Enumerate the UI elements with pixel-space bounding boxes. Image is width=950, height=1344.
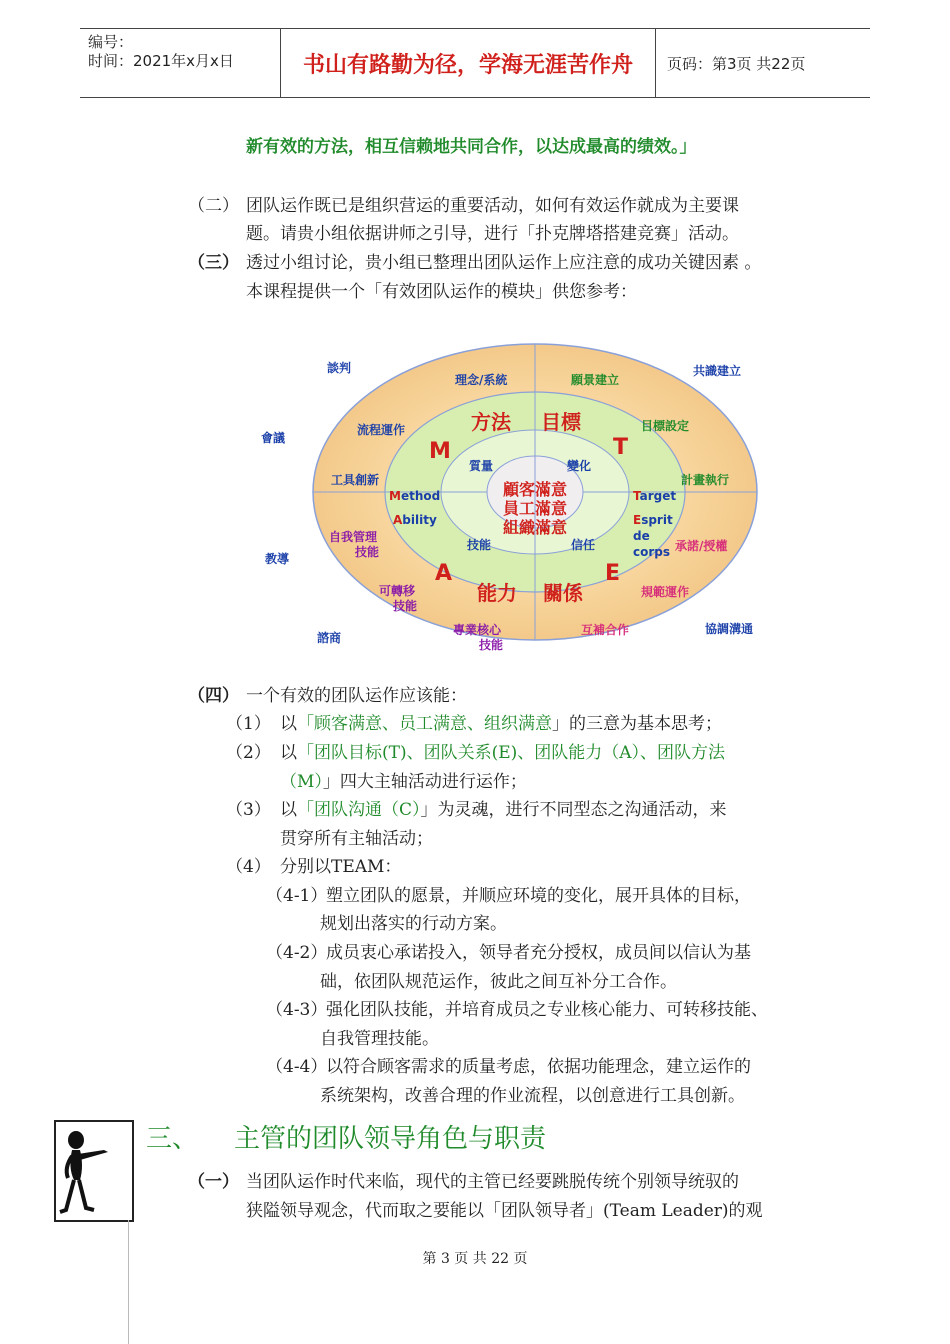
inner-quality: 質量 — [469, 459, 494, 473]
ring-label-plan: 計畫執行 — [681, 473, 730, 487]
ring-label-norms: 規範運作 — [641, 585, 690, 599]
page-footer: 第 3 页 共 22 页 — [422, 1251, 528, 1267]
ring-label-self-mgmt-skill: 技能 — [355, 545, 380, 559]
letter-e: E — [605, 561, 621, 586]
outer-label-coaching: 教導 — [265, 552, 290, 566]
ring-label-self-mgmt: 自我管理 — [329, 530, 378, 544]
sub-3-number: （3） — [226, 800, 271, 820]
ring-label-transferable: 可轉移 — [379, 584, 416, 598]
outer-label-meeting: 會議 — [261, 431, 286, 445]
point-4-4-line-2: 系统架构，改善合理的作业流程，以创意进行工具创新。 — [320, 1086, 745, 1106]
header-meta — [80, 29, 280, 97]
item-3-number: （三） — [188, 253, 239, 273]
outer-label-negotiate: 談判 — [327, 361, 352, 375]
doc-number-label: 编号： — [88, 33, 134, 51]
ring-label-goal-set: 目標設定 — [641, 419, 690, 433]
ring-label-transferable-skill: 技能 — [393, 599, 418, 613]
ring-label-process: 流程運作 — [357, 423, 406, 437]
ring-label-complement: 互補合作 — [581, 623, 630, 637]
letter-a: A — [435, 561, 453, 586]
section-3-heading: 三、 主管的团队领导角色与职责 — [146, 1124, 547, 1154]
ring-label-core: 專業核心 — [453, 623, 502, 637]
ring-label-core-skill: 技能 — [479, 638, 504, 652]
center-organization: 組織滿意 — [502, 518, 568, 537]
ring-label-tools: 工具創新 — [331, 473, 380, 487]
sub-3-line-2: 贯穿所有主轴活动； — [280, 829, 433, 849]
ring-label-commit: 承諾/授權 — [675, 539, 728, 553]
outer-label-coordinate: 協調溝通 — [705, 622, 754, 636]
sub-2-line-2: （M）」四大主轴活动进行运作； — [280, 772, 527, 792]
sec-3-item-1-line-1: 当团队运作时代来临，现代的主管已经要跳脱传统个别领导统驭的 — [246, 1172, 739, 1192]
esprit-corps: corps — [633, 545, 671, 559]
inner-trust: 信任 — [571, 538, 596, 552]
ability-en: Ability — [393, 513, 437, 527]
item-4-title: 一个有效的团队运作应该能： — [246, 686, 467, 706]
letter-m: M — [429, 439, 451, 464]
esprit-en: Esprit — [633, 513, 673, 527]
team-model-diagram — [255, 340, 785, 660]
point-4-4-number: （4-4） — [266, 1057, 328, 1077]
point-4-1-line-1: 塑立团队的愿景，并顺应环境的变化，展开具体的目标， — [326, 886, 751, 906]
mid-label-method: 方法 — [471, 410, 511, 434]
header-page-info: 页码：第3页 共22页 — [667, 54, 806, 73]
point-4-2-number: （4-2） — [266, 943, 328, 963]
sub-4-text: 分别以TEAM： — [280, 857, 402, 877]
mid-label-ability: 能力 — [477, 581, 517, 605]
point-4-1-line-2: 规划出落实的行动方案。 — [320, 914, 507, 934]
point-4-2-line-2: 础，依团队规范运作，彼此之间互补分工合作。 — [320, 972, 677, 992]
sec-3-item-1-number: （一） — [188, 1172, 239, 1192]
method-en: Method — [389, 489, 441, 503]
continued-line: 新有效的方法，相互信赖地共同合作，以达成最高的绩效。」 — [246, 137, 697, 157]
ring-label-concept: 理念/系統 — [455, 373, 508, 387]
point-4-3-line-2: 自我管理技能。 — [320, 1029, 439, 1049]
mid-label-target: 目標 — [541, 410, 581, 434]
item-2-line-1: 团队运作既已是组织营运的重要活动，如何有效运作就成为主要课 — [246, 196, 739, 216]
doc-time-label: 时间：2021年x月x日 — [88, 52, 234, 70]
header-motto: 书山有路勤为径，学海无涯苦作舟 — [280, 29, 656, 97]
sub-1-number: （1） — [226, 714, 271, 734]
outer-label-counsel: 諮商 — [317, 631, 342, 645]
point-4-3-number: （4-3） — [266, 1000, 328, 1020]
item-3-line-1: 透过小组讨论，贵小组已整理出团队运作上应注意的成功关键因素 。 — [246, 253, 762, 273]
center-customer: 顧客滿意 — [502, 480, 568, 499]
esprit-de: de — [633, 529, 650, 543]
target-en: Target — [633, 489, 677, 503]
point-4-3-line-1: 强化团队技能，并培育成员之专业核心能力、可转移技能、 — [326, 1000, 768, 1020]
page-header — [80, 28, 870, 98]
sub-2-number: （2） — [226, 743, 271, 763]
mid-label-relation: 關係 — [543, 581, 583, 605]
sub-3-line-1: 以「团队沟通（C）」为灵魂，进行不同型态之沟通活动，来 — [280, 800, 727, 820]
inner-skill: 技能 — [467, 538, 492, 552]
item-2-number: （二） — [188, 196, 239, 216]
ring-label-vision: 願景建立 — [571, 373, 620, 387]
margin-line — [128, 1220, 129, 1344]
sub-1-text: 以「顾客满意、员工满意、组织满意」的三意为基本思考； — [280, 714, 722, 734]
point-4-4-line-1: 以符合顾客需求的质量考虑，依据功能理念，建立运作的 — [326, 1057, 751, 1077]
point-4-2-line-1: 成员衷心承诺投入，领导者充分授权，成员间以信认为基 — [326, 943, 751, 963]
letter-t: T — [613, 435, 629, 460]
inner-change: 變化 — [567, 459, 592, 473]
item-3-line-2: 本课程提供一个「有效团队运作的模块」供您参考： — [246, 282, 637, 302]
point-4-1-number: （4-1） — [266, 886, 328, 906]
sub-2-line-1: 以「团队目标(T)、团队关系(E)、团队能力（A）、团队方法 — [280, 743, 726, 763]
outer-label-consensus: 共識建立 — [693, 364, 742, 378]
item-2-line-2: 题。请贵小组依据讲师之引导，进行「扑克牌塔搭建竞赛」活动。 — [246, 224, 739, 244]
sub-4-number: （4） — [226, 857, 271, 877]
item-4-number: （四） — [188, 686, 239, 706]
center-employee: 員工滿意 — [502, 499, 568, 518]
pointing-figure-icon — [54, 1120, 134, 1222]
sec-3-item-1-line-2: 狭隘领导观念，代而取之要能以「团队领导者」(Team Leader)的观 — [246, 1201, 763, 1221]
